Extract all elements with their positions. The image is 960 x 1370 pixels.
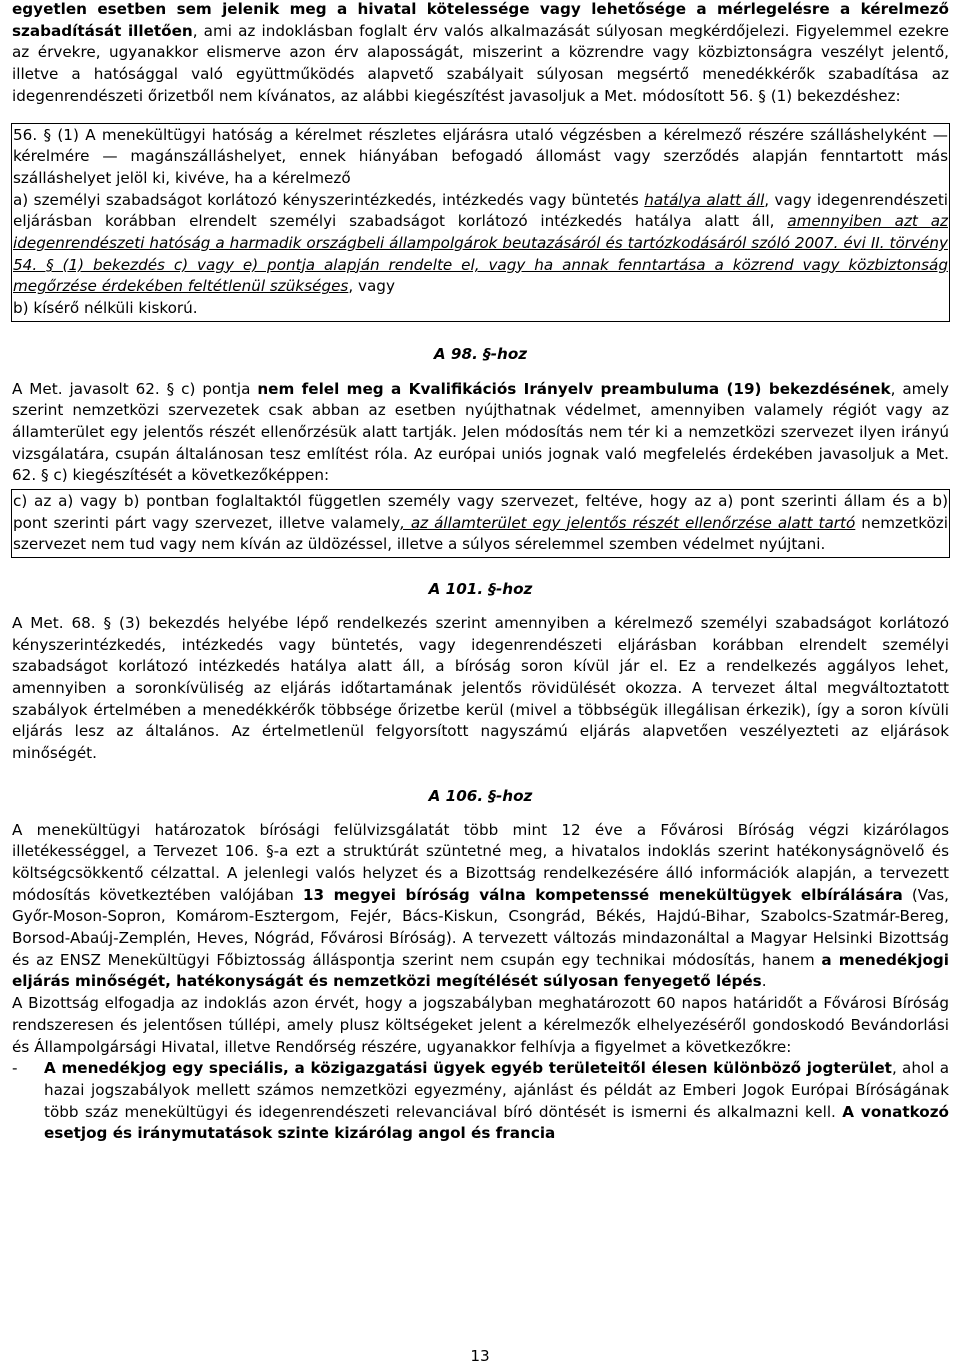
heading-101: A 101. §-hoz [428, 580, 533, 599]
para106a-start: A menekültügyi határozatok bírósági felülvizsgálatát több mint 12 éve a Fővárosi Bíróság végzi kizárólagos illetékességgel, a Tervezet 106. §-a ezt a struktúrát szüntetné meg, a hivatalos indoklás szerint hatékonyságnövelő és költségcsökkentő célzattal. A jelenlegi valós helyzet és a Bizottság rendelkezésére álló információk alapján, a tervezett módosítás következtében valójában [12, 820, 949, 904]
bullet-item [12, 1058, 949, 1145]
para106a-end: . [761, 972, 767, 991]
box56-lead: 56. § (1) A menekültügyi hatóság a kérelmet részletes eljárásra utaló végzésben a kérelmező részére szálláshelyként — kérelmére — magánszálláshelyet, ennek hiányában befogadó állomást vagy szerződés alapján fenntartott más szálláshelyet jelöl ki, kivéve, ha a kérelmező [13, 125, 948, 187]
para98-rest: , amely szerint nemzetközi szervezetek csak abban az esetben nyújthatnak védelmet, amennyiben valamely régiót vagy az államterület egy jelentős részét ellenőrzésük alatt tartják. Jelen módosítás nem tér ki a nemzetközi szervezet ilyen irányú vizsgálatára, csupán általánosan tesz említést róla. Az európai uniós jognak való megfelelés érdekében javasoljuk a Met. 62. § c) kiegészítését a következőképpen: [12, 379, 949, 485]
bullet-mid: , ahol a hazai jogszabályok mellett számos nemzetközi egyezmény, ajánlást és példát az Emberi Jogok Európai Bíróságának több száz menekültügyi és idegenrendészeti relevanciával bíró döntését is ismerni és alkalmazni kell. [44, 1059, 950, 1121]
page-number: 13 [470, 1347, 490, 1365]
box56-point-a [13, 190, 948, 299]
bullet-text [44, 1058, 949, 1145]
box62c-end: nemzetközi szervezet nem tud vagy nem kíván az üldözéssel, illetve a súlyos sérelemmel szemben védelmet nyújtani. [13, 513, 948, 554]
bullet-bold2: A vonatkozó esetjog és iránymutatások szinte kizárólag angol és francia [44, 1102, 949, 1143]
para106a-bold2: a menedékjogi eljárás minőségét, hatékonyságát és nemzetközi megítélését súlyosan fenyegető lépés [12, 950, 950, 991]
paragraph-101: A Met. 68. § (3) bekezdés helyébe lépő rendelkezés szerint amennyiben a kérelmező személyi szabadságot korlátozó kényszerintézkedés, intézkedés vagy büntetés, vagy idegenrendészeti eljárásban korábban elrendelt személyi szabadságot korlátozó intézkedés hatálya alatt áll, a bíróság soron kívül jár el. Ez a rendelkezés aggályos lehet, amennyiben a soronkívüliség az eljárás időtartamának jelentős rövidülését okozza. A tervezet által megváltoztatott szabályok értelmében a menedékkérők többsége őrizetbe kerül (mivel a többségük illegálisan érkezik), így a soron kívüli eljárás lesz az általános. Az értelmetlenül felgyorsított nagyszámú eljárás alapvetően veszélyezteti az eljárások minőségét. [12, 613, 949, 763]
box56-a-start: a) személyi szabadságot korlátozó kényszerintézkedés, intézkedés vagy büntetés [13, 190, 645, 209]
bullet-dash: - [12, 1059, 18, 1078]
paragraph-106a [12, 820, 949, 994]
intro-text: , ami az indoklásban foglalt érv valós alkalmazását súlyosan megkérdőjelezi. Figyelemmel ezekre az érvekre, ugyanakkor elismerve azon érv alaposságát, miszerint a közrendre vagy közbiztonságra veszélyt jelentő, illetve a hatósággal való együttműködés alapvető szabályait súlyosan megsértő menedékkérők szabadítása az idegenrendészeti őrizetből nem kívánatos, az alábbi kiegészítést javasoljuk a Met. módosított 56. § (1) bekezdéshez: [12, 21, 949, 105]
box62c-text [13, 491, 948, 556]
box62c-italic: , az államterület egy jelentős részét ellenőrzése alatt tartó [400, 513, 856, 532]
para106a-bold1: 13 megyei bíróság válna kompetenssé menekültügyek elbírálására [302, 885, 903, 904]
box56-point-b: b) kísérő nélküli kiskorú. [13, 299, 198, 318]
box56-a-underlined: amennyiben azt az idegenrendészeti hatóság a harmadik országbeli állampolgárok beutazásáról és tartózkodásáról szóló 2007. évi II. törvény 54. § (1) bekezdés c) vagy e) pontja alapján rendelte el, vagy ha annak fenntartása a közrend vagy közbiztonság megőrzése érdekében feltétlenül szükséges [13, 212, 948, 296]
amendment-box-62c [11, 489, 950, 558]
box62c-start: c) az a) vagy b) pontban foglaltaktól független személy vagy szervezet, feltéve, hogy az a) pont szerinti állam és a b) pont szerinti párt vagy szervezet, illetve valamely [13, 492, 948, 532]
paragraph-106b: A Bizottság elfogadja az indoklás azon érvét, hogy a jogszabályban meghatározott 60 napos határidőt a Fővárosi Bíróság rendszeresen és jelentősen túllépi, amely plusz költségeket jelent a kérelmezők elhelyezéséről gondoskodó Bevándorlási és Állampolgársági Hivatal, illetve Rendőrség részére, ugyanakkor felhívja a figyelmet a következőkre: [12, 994, 949, 1056]
document-page [12, 0, 949, 1145]
amendment-box-56 [11, 123, 950, 322]
box56-a-italic: hatálya alatt áll [644, 190, 765, 209]
heading-98: A 98. §-hoz [433, 344, 528, 363]
heading-106: A 106. §-hoz [428, 786, 533, 805]
paragraph-98 [12, 379, 949, 488]
para106a-mid: (Vas, Győr-Moson-Sopron, Komárom-Esztergom, Fejér, Bács-Kiskun, Csongrád, Békés, Hajdú-Bihar, Szabolcs-Szatmár-Bereg, Borsod-Abaúj-Zemplén, Heves, Nógrád, Fővárosi Bíróság). A tervezett változás mindazonáltal a Magyar Helsinki Bizottság és az ENSZ Menekültügyi Főbiztosság álláspontja szerint nem csupán egy technikai módosítás, hanem [12, 885, 949, 969]
intro-paragraph [12, 0, 949, 108]
intro-bold: egyetlen esetben sem jelenik meg a hivatal kötelessége vagy lehetősége a mérlegelésre a kérelmező szabadítását illetően [12, 0, 949, 40]
para98-bold: nem felel meg a Kvalifikációs Irányelv preambuluma (19) bekezdésének [257, 379, 891, 398]
para98-start: A Met. javasolt 62. § c) pontja [12, 379, 258, 398]
bullet-bold1: A menedékjog egy speciális, a közigazgatási ügyek egyéb területeitől élesen különböző jogterület [44, 1059, 892, 1078]
box56-a-end: , vagy [348, 277, 395, 296]
box56-a-mid: , vagy idegenrendészeti eljárásban korábban elrendelt személyi szabadságot korlátozó intézkedés hatálya alatt áll, [13, 190, 948, 231]
